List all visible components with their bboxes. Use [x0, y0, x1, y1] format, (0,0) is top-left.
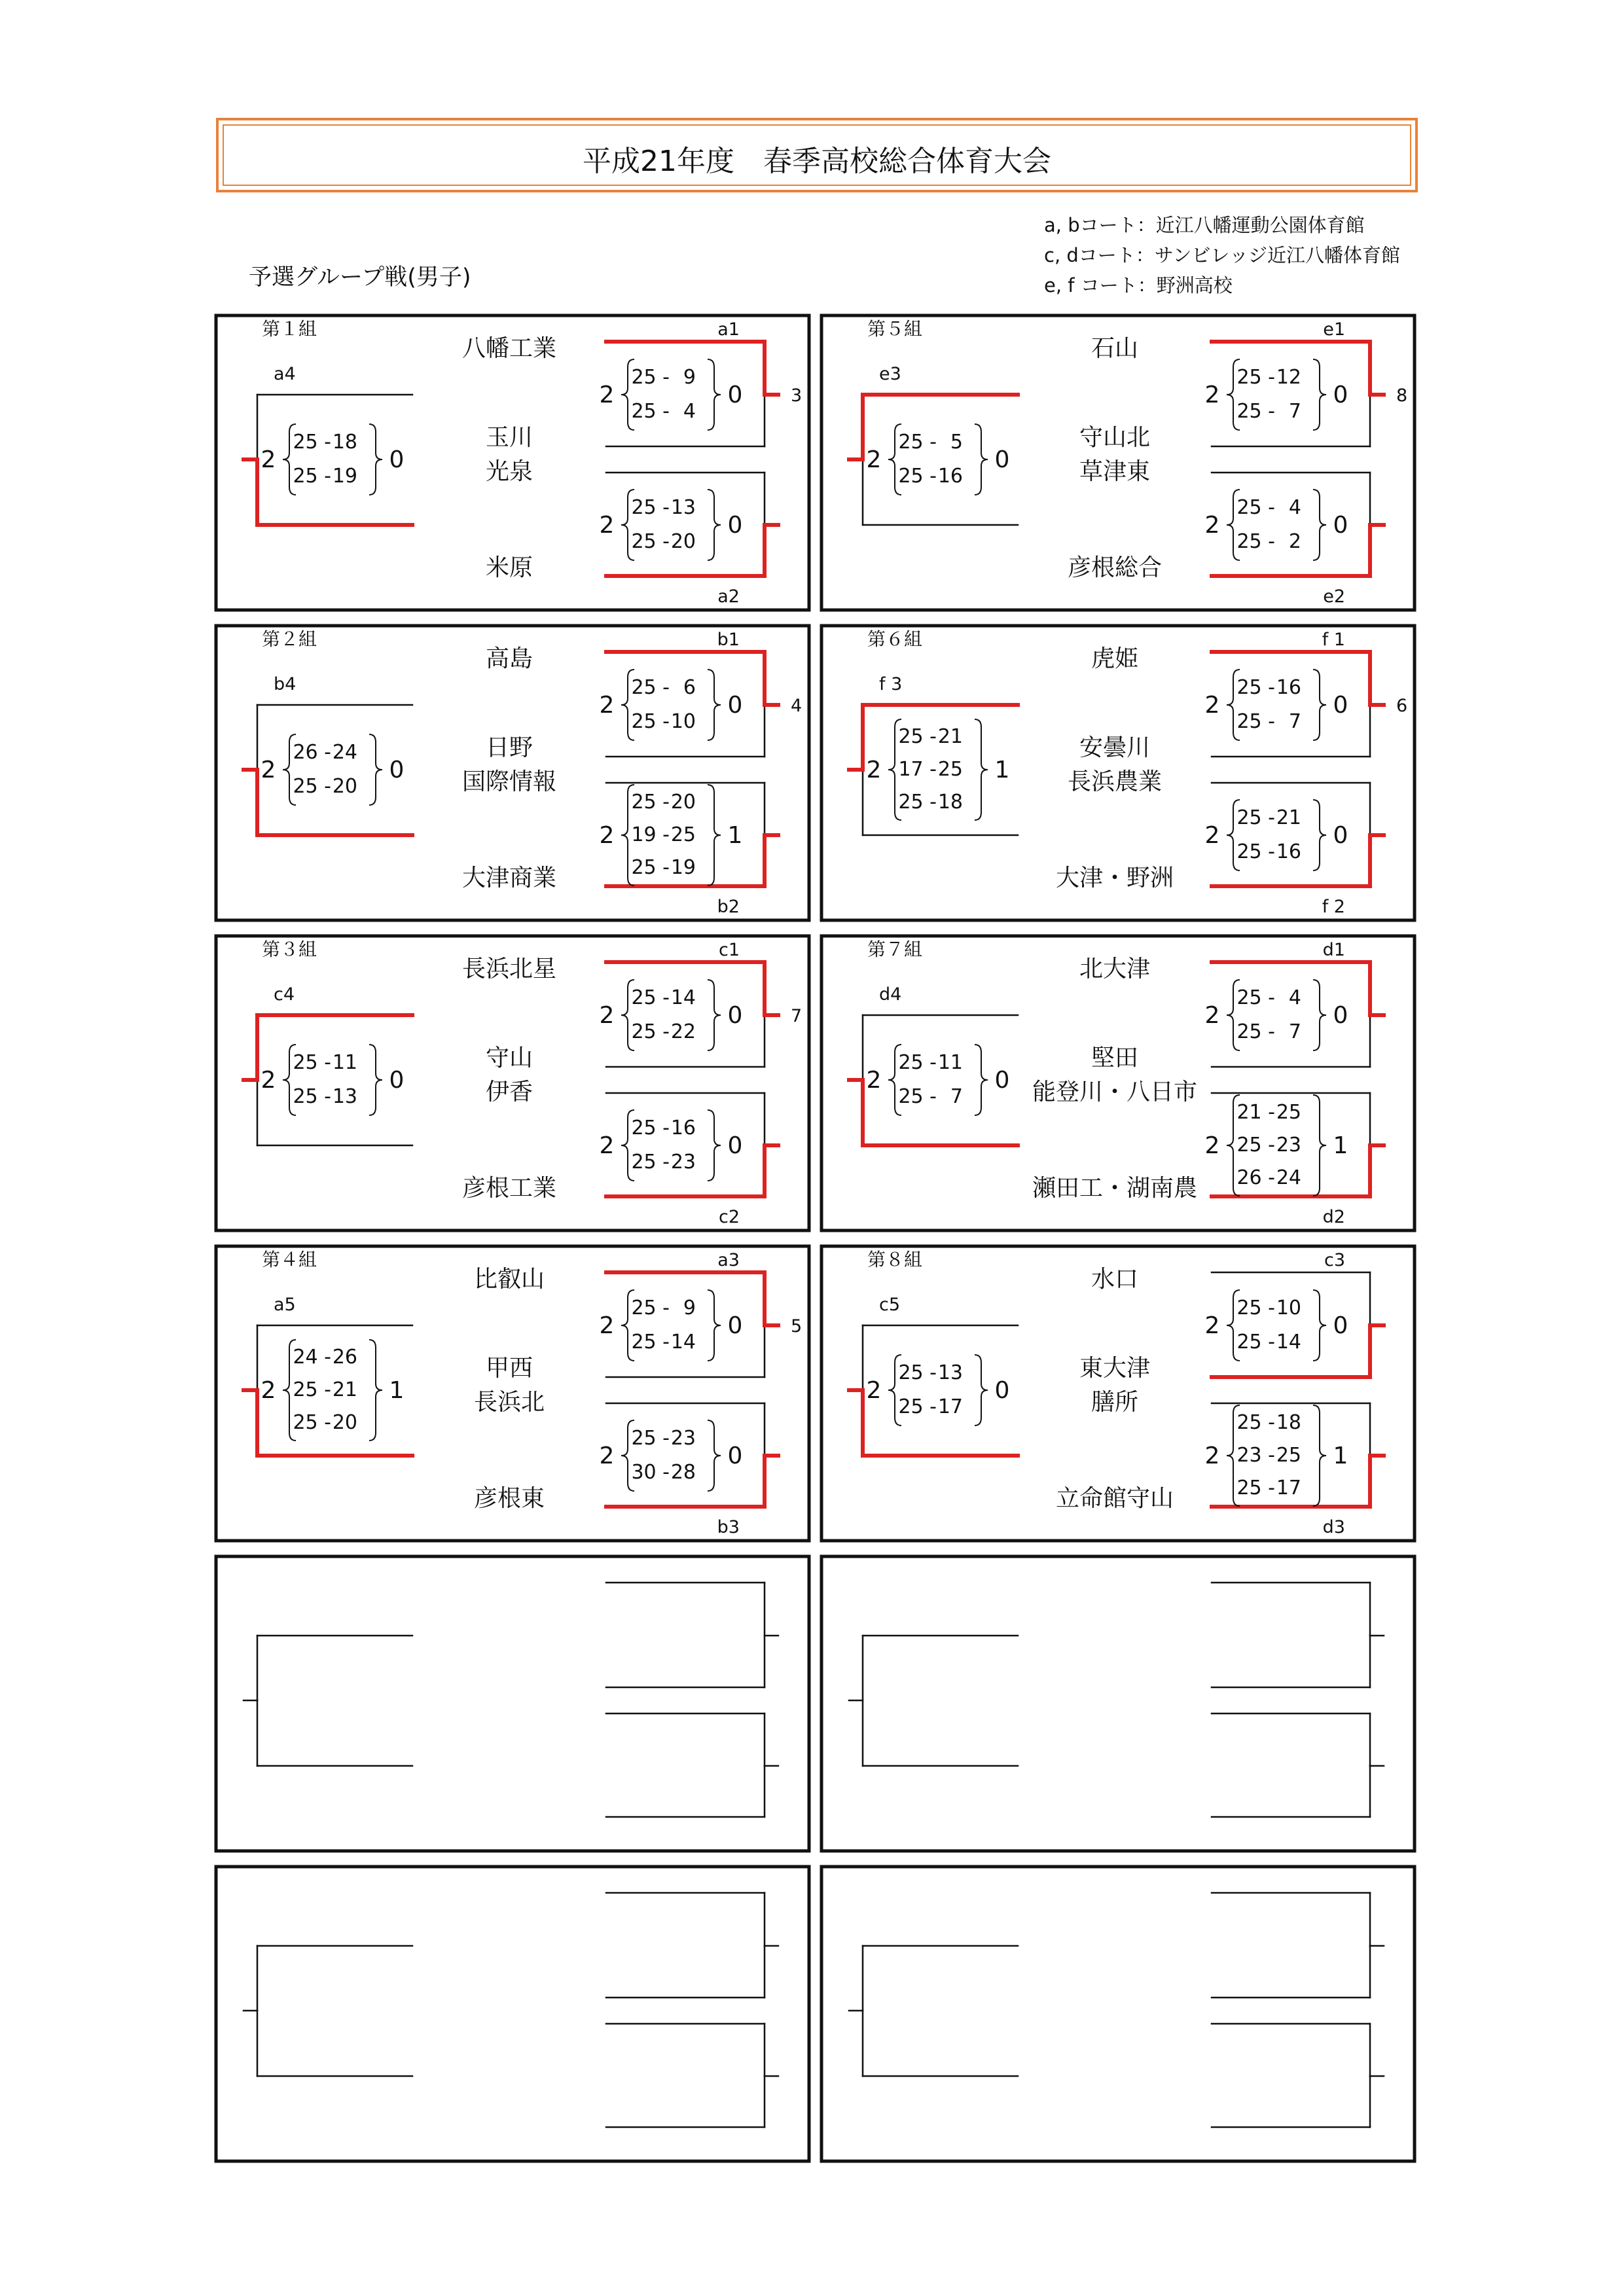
match2-brace-right: [708, 1110, 721, 1181]
match1-set-2-away: 7: [1288, 710, 1301, 733]
match3-sets-won-away: 1: [994, 757, 1010, 783]
team-top: 石山: [1091, 335, 1139, 362]
court-code-m2: a2: [717, 586, 740, 607]
match1-set-2-away: 14: [670, 1331, 696, 1354]
match1-sets-won-home: 2: [599, 692, 615, 719]
match2-set-1-home: 25 -: [631, 1427, 670, 1450]
group-name: 第７組: [867, 939, 923, 960]
team-mid-lower: 長浜農業: [1067, 768, 1163, 795]
match1-brace-right: [1313, 670, 1326, 740]
match2-set-3-home: 25 -: [631, 856, 670, 879]
court-code-third: a4: [274, 364, 296, 384]
court-code-third: b4: [274, 674, 297, 694]
match3-set-1-home: 25 -: [898, 725, 937, 748]
match2-set-2-away: 16: [1276, 840, 1301, 863]
group-panel-6: [821, 936, 1415, 1230]
match1-set-2-home: 25 -: [1236, 400, 1275, 423]
team-mid-lower: 伊香: [485, 1079, 533, 1105]
match2-set-1-home: 25 -: [631, 1117, 670, 1139]
match2-set-2-away: 23: [1276, 1134, 1301, 1157]
match2-set-1-home: 25 -: [631, 791, 670, 814]
match1-set-2-away: 14: [1276, 1331, 1301, 1354]
match3-set-1-away: 21: [937, 725, 963, 748]
match1-brace-right: [1313, 980, 1326, 1050]
match3-set-1-away: 18: [332, 431, 357, 454]
match1-brace-right: [708, 359, 721, 430]
match1-set-1-away: 10: [1276, 1297, 1301, 1319]
match1-sets-won-away: 0: [727, 692, 743, 719]
court-code-m1: d1: [1322, 940, 1345, 960]
team-mid-lower: 膳所: [1091, 1389, 1139, 1416]
match3-brace-right: [975, 719, 988, 820]
match2-sets-won-home: 2: [1204, 1132, 1220, 1159]
group-name: 第６組: [867, 628, 923, 650]
match3-set-1-home: 25 -: [898, 431, 937, 454]
match2-brace-right: [1313, 800, 1326, 870]
match3-set-2-away: 17: [937, 1395, 963, 1418]
match2-set-1-away: 20: [670, 791, 696, 814]
match2-set-1-away: 4: [1288, 496, 1301, 519]
match1-set-2-home: 25 -: [1236, 710, 1275, 733]
match3-sets-won-away: 0: [994, 1067, 1010, 1094]
match2-set-1-home: 25 -: [1236, 496, 1275, 519]
match1-set-2-away: 7: [1288, 400, 1301, 423]
court-code-m2: b3: [717, 1517, 740, 1537]
match3-set-2-home: 25 -: [293, 465, 331, 488]
team-mid-lower: 長浜北: [473, 1389, 545, 1416]
team-mid-upper: 日野: [485, 734, 533, 761]
match2-set-2-home: 25 -: [1236, 530, 1275, 553]
team-bottom: 大津・野洲: [1055, 865, 1174, 891]
match2-sets-won-home: 2: [599, 512, 615, 539]
match3-brace-right: [975, 1045, 988, 1115]
group-panel-2: [821, 315, 1415, 610]
match1-set-2-home: 25 -: [1236, 1331, 1275, 1354]
match3-sets-won-home: 2: [866, 446, 882, 473]
match2-set-2-away: 25: [670, 823, 696, 846]
match2-brace-right: [708, 490, 721, 560]
match3-set-1-home: 25 -: [293, 431, 331, 454]
group-name: 第１組: [262, 318, 317, 340]
match1-set-1-home: 25 -: [1236, 986, 1275, 1009]
team-bottom: 彦根工業: [461, 1175, 557, 1202]
match3-sets-won-home: 2: [261, 757, 276, 783]
match3-set-2-away: 20: [332, 775, 357, 798]
match2-sets-won-away: 1: [727, 822, 743, 849]
match3-brace-right: [369, 1045, 382, 1115]
match2-set-1-away: 21: [1276, 806, 1301, 829]
team-mid-upper: 甲西: [485, 1355, 533, 1382]
match3-sets-won-home: 2: [261, 446, 276, 473]
match1-set-2-home: 25 -: [631, 400, 670, 423]
team-mid-upper: 堅田: [1091, 1045, 1139, 1071]
match3-set-1-away: 11: [937, 1051, 963, 1074]
match3-brace-right: [975, 424, 988, 495]
match3-set-2-home: 25 -: [898, 1395, 937, 1418]
match1-set-1-away: 16: [1276, 676, 1301, 699]
court-code-m1: a3: [717, 1250, 740, 1270]
match3-brace-right: [369, 424, 382, 495]
match1-sets-won-home: 2: [1204, 692, 1220, 719]
match2-set-2-away: 2: [1288, 530, 1301, 553]
match2-set-1-home: 25 -: [631, 496, 670, 519]
empty-panel: [216, 1556, 809, 1851]
team-mid-upper: 東大津: [1079, 1355, 1151, 1382]
match1-set-2-away: 7: [1288, 1020, 1301, 1043]
match3-set-1-home: 25 -: [898, 1361, 937, 1384]
match1-set-1-away: 9: [683, 1297, 696, 1319]
panel-frame: [821, 1867, 1415, 2161]
rank-number: 4: [791, 696, 803, 716]
match3-set-1-away: 24: [332, 741, 357, 764]
team-bottom: 瀬田工・湖南農: [1032, 1175, 1198, 1202]
match3-set-2-away: 7: [950, 1085, 963, 1108]
match3-sets-won-away: 1: [389, 1377, 405, 1404]
match3-sets-won-home: 2: [866, 1377, 882, 1404]
match3-set-1-home: 24 -: [293, 1346, 331, 1369]
empty-panel: [821, 1867, 1415, 2161]
match3-sets-won-away: 0: [994, 446, 1010, 473]
match1-brace-right: [1313, 359, 1326, 430]
court-code-m1: b1: [717, 630, 740, 650]
court-code-m2: d3: [1322, 1517, 1345, 1537]
panel-frame: [821, 1556, 1415, 1851]
match1-set-1-away: 6: [683, 676, 696, 699]
court-code-m2: e2: [1323, 586, 1345, 607]
venue-line-ef: e, f コート：野洲高校: [1044, 274, 1233, 296]
match2-set-2-home: 23 -: [1236, 1444, 1275, 1467]
match3-brace-right: [369, 734, 382, 805]
match3-set-1-away: 13: [937, 1361, 963, 1384]
venue-line-cd: c, dコート：サンビレッジ近江八幡体育館: [1044, 244, 1401, 266]
match2-set-2-home: 30 -: [631, 1461, 670, 1484]
match2-set-1-home: 21 -: [1236, 1101, 1275, 1124]
match1-set-2-away: 4: [683, 400, 696, 423]
match2-brace-right: [708, 1420, 721, 1491]
match2-set-3-away: 24: [1276, 1166, 1301, 1189]
match3-brace-right: [369, 1340, 382, 1441]
match2-sets-won-away: 1: [1333, 1132, 1348, 1159]
match3-set-2-away: 13: [332, 1085, 357, 1108]
team-top: 水口: [1091, 1266, 1139, 1293]
match3-set-2-home: 25 -: [898, 1085, 937, 1108]
court-code-third: c4: [274, 984, 295, 1005]
court-code-third: d4: [879, 984, 902, 1005]
match3-set-1-away: 11: [332, 1051, 357, 1074]
match2-set-3-home: 25 -: [1236, 1477, 1275, 1499]
match2-set-2-home: 25 -: [631, 1151, 670, 1174]
match3-sets-won-away: 0: [389, 757, 405, 783]
team-mid-upper: 守山: [485, 1045, 533, 1071]
match2-set-2-away: 20: [670, 530, 696, 553]
match2-sets-won-away: 0: [727, 1132, 743, 1159]
match3-set-2-home: 25 -: [898, 465, 937, 488]
page-title: 平成21年度 春季高校総合体育大会: [583, 145, 1051, 178]
team-bottom: 大津商業: [461, 865, 557, 891]
court-code-m2: d2: [1322, 1207, 1345, 1227]
match1-set-1-home: 25 -: [631, 366, 670, 389]
match2-sets-won-home: 2: [599, 1443, 615, 1469]
match2-sets-won-away: 0: [1333, 512, 1348, 539]
court-code-third: e3: [879, 364, 901, 384]
team-mid-upper: 守山北: [1079, 424, 1151, 451]
match3-set-1-away: 5: [950, 431, 963, 454]
match1-set-2-home: 25 -: [631, 710, 670, 733]
match1-sets-won-home: 2: [599, 1312, 615, 1339]
match1-brace-right: [708, 1290, 721, 1361]
group-panel-8: [821, 1246, 1415, 1541]
empty-panel: [821, 1556, 1415, 1851]
match1-set-2-home: 25 -: [631, 1331, 670, 1354]
team-mid-lower: 国際情報: [461, 768, 557, 795]
section-subtitle: 予選グループ戦(男子): [249, 264, 471, 291]
group-panel-3: [216, 626, 809, 920]
match2-brace-right: [1313, 1405, 1326, 1506]
match1-set-1-home: 25 -: [631, 1297, 670, 1319]
match3-set-3-home: 25 -: [293, 1411, 331, 1434]
match1-brace-right: [708, 670, 721, 740]
court-code-third: a5: [274, 1295, 296, 1315]
match3-set-1-home: 25 -: [293, 1051, 331, 1074]
match2-set-1-away: 23: [670, 1427, 696, 1450]
match3-sets-won-home: 2: [866, 757, 882, 783]
rank-number: 7: [791, 1006, 803, 1026]
rank-number: 5: [791, 1316, 803, 1336]
match3-set-2-home: 17 -: [898, 758, 937, 781]
match1-sets-won-away: 0: [727, 1002, 743, 1029]
match3-set-3-home: 25 -: [898, 791, 937, 814]
court-code-m1: e1: [1323, 319, 1345, 340]
court-code-m2: f 2: [1322, 897, 1345, 917]
rank-number: 8: [1396, 386, 1408, 406]
match1-sets-won-away: 0: [1333, 692, 1348, 719]
court-code-m1: f 1: [1322, 630, 1345, 650]
group-name: 第３組: [262, 939, 317, 960]
panel-frame: [216, 1556, 809, 1851]
team-mid-upper: 玉川: [485, 424, 533, 451]
match3-brace-right: [975, 1355, 988, 1426]
match1-set-1-away: 12: [1276, 366, 1301, 389]
team-bottom: 彦根総合: [1067, 554, 1163, 581]
match2-set-1-away: 13: [670, 496, 696, 519]
group-name: 第４組: [262, 1249, 317, 1270]
match2-set-2-home: 25 -: [1236, 840, 1275, 863]
match1-set-2-home: 25 -: [1236, 1020, 1275, 1043]
match3-sets-won-home: 2: [261, 1067, 276, 1094]
match1-sets-won-home: 2: [599, 382, 615, 408]
match3-set-2-away: 16: [937, 465, 963, 488]
team-top: 比叡山: [473, 1266, 545, 1293]
match1-sets-won-away: 0: [1333, 382, 1348, 408]
match1-sets-won-home: 2: [1204, 382, 1220, 408]
match1-set-1-home: 25 -: [1236, 366, 1275, 389]
court-code-m2: c2: [718, 1207, 740, 1227]
match3-set-2-home: 25 -: [293, 1085, 331, 1108]
match3-set-3-away: 20: [332, 1411, 357, 1434]
team-mid-lower: 草津東: [1079, 458, 1151, 485]
match1-sets-won-away: 0: [727, 1312, 743, 1339]
match2-sets-won-home: 2: [599, 822, 615, 849]
court-code-third: c5: [879, 1295, 901, 1315]
match2-set-3-away: 19: [670, 856, 696, 879]
rank-number: 3: [791, 386, 803, 406]
match1-set-1-home: 25 -: [1236, 676, 1275, 699]
match1-set-1-away: 9: [683, 366, 696, 389]
match2-sets-won-home: 2: [599, 1132, 615, 1159]
group-name: 第８組: [867, 1249, 923, 1270]
team-bottom: 彦根東: [473, 1485, 545, 1512]
court-code-third: f 3: [879, 674, 903, 694]
match1-sets-won-away: 0: [1333, 1002, 1348, 1029]
match3-set-1-home: 25 -: [898, 1051, 937, 1074]
match2-sets-won-away: 0: [727, 512, 743, 539]
match3-sets-won-home: 2: [261, 1377, 276, 1404]
match2-sets-won-away: 0: [727, 1443, 743, 1469]
match2-brace-right: [1313, 490, 1326, 560]
match3-set-2-home: 25 -: [293, 1378, 331, 1401]
match2-set-2-away: 25: [1276, 1444, 1301, 1467]
match3-set-1-away: 26: [332, 1346, 357, 1369]
team-top: 高島: [485, 645, 533, 672]
match1-set-2-home: 25 -: [631, 1020, 670, 1043]
match2-set-1-home: 25 -: [1236, 1411, 1275, 1434]
match2-set-1-away: 25: [1276, 1101, 1301, 1124]
match1-set-1-home: 25 -: [631, 986, 670, 1009]
team-mid-lower: 能登川・八日市: [1032, 1079, 1198, 1105]
match3-sets-won-home: 2: [866, 1067, 882, 1094]
match2-sets-won-home: 2: [1204, 822, 1220, 849]
match2-set-2-away: 28: [670, 1461, 696, 1484]
match1-sets-won-home: 2: [599, 1002, 615, 1029]
group-name: 第５組: [867, 318, 923, 340]
match1-sets-won-away: 0: [727, 382, 743, 408]
match1-brace-right: [708, 980, 721, 1050]
match3-sets-won-away: 0: [389, 446, 405, 473]
match3-set-2-home: 25 -: [293, 775, 331, 798]
match1-set-1-away: 14: [670, 986, 696, 1009]
match2-set-3-away: 17: [1276, 1477, 1301, 1499]
court-code-m2: b2: [717, 897, 740, 917]
match2-sets-won-home: 2: [1204, 512, 1220, 539]
team-top: 八幡工業: [461, 335, 557, 362]
match2-set-1-home: 25 -: [1236, 806, 1275, 829]
match2-set-2-home: 25 -: [631, 530, 670, 553]
panel-frame: [216, 1867, 809, 2161]
group-panel-7: [216, 1246, 809, 1541]
match1-sets-won-home: 2: [1204, 1002, 1220, 1029]
match1-set-1-away: 4: [1288, 986, 1301, 1009]
match2-set-1-away: 16: [670, 1117, 696, 1139]
team-bottom: 米原: [485, 554, 533, 581]
match2-set-3-home: 26 -: [1236, 1166, 1275, 1189]
team-bottom: 立命館守山: [1055, 1485, 1174, 1512]
team-mid-upper: 安曇川: [1079, 734, 1151, 761]
match2-sets-won-away: 0: [1333, 822, 1348, 849]
match2-sets-won-home: 2: [1204, 1443, 1220, 1469]
match1-brace-right: [1313, 1290, 1326, 1361]
match3-set-2-away: 21: [332, 1378, 357, 1401]
team-top: 長浜北星: [461, 956, 557, 982]
team-mid-lower: 光泉: [485, 458, 533, 485]
group-panel-4: [821, 626, 1415, 920]
match3-set-1-home: 26 -: [293, 741, 331, 764]
match1-set-1-home: 25 -: [1236, 1297, 1275, 1319]
court-code-m1: c1: [718, 940, 740, 960]
match3-sets-won-away: 0: [389, 1067, 405, 1094]
match2-sets-won-away: 1: [1333, 1443, 1348, 1469]
empty-panel: [216, 1867, 809, 2161]
match1-sets-won-home: 2: [1204, 1312, 1220, 1339]
match1-set-2-away: 10: [670, 710, 696, 733]
match2-brace-right: [1313, 1095, 1326, 1196]
match2-brace-right: [708, 785, 721, 886]
match2-set-1-away: 18: [1276, 1411, 1301, 1434]
match2-set-2-home: 25 -: [1236, 1134, 1275, 1157]
match3-sets-won-away: 0: [994, 1377, 1010, 1404]
group-panel-5: [216, 936, 809, 1230]
venue-line-ab: a, bコート：近江八幡運動公園体育館: [1044, 214, 1365, 236]
match3-set-2-away: 19: [332, 465, 357, 488]
group-panel-1: [216, 315, 809, 610]
match1-set-1-home: 25 -: [631, 676, 670, 699]
court-code-m1: c3: [1324, 1250, 1345, 1270]
group-name: 第２組: [262, 628, 317, 650]
rank-number: 6: [1396, 696, 1408, 716]
match1-sets-won-away: 0: [1333, 1312, 1348, 1339]
match3-set-2-away: 25: [937, 758, 963, 781]
match1-set-2-away: 22: [670, 1020, 696, 1043]
team-top: 北大津: [1079, 956, 1151, 982]
match2-set-2-home: 19 -: [631, 823, 670, 846]
match3-set-3-away: 18: [937, 791, 963, 814]
match2-set-2-away: 23: [670, 1151, 696, 1174]
court-code-m1: a1: [717, 319, 740, 340]
team-top: 虎姫: [1091, 645, 1139, 672]
